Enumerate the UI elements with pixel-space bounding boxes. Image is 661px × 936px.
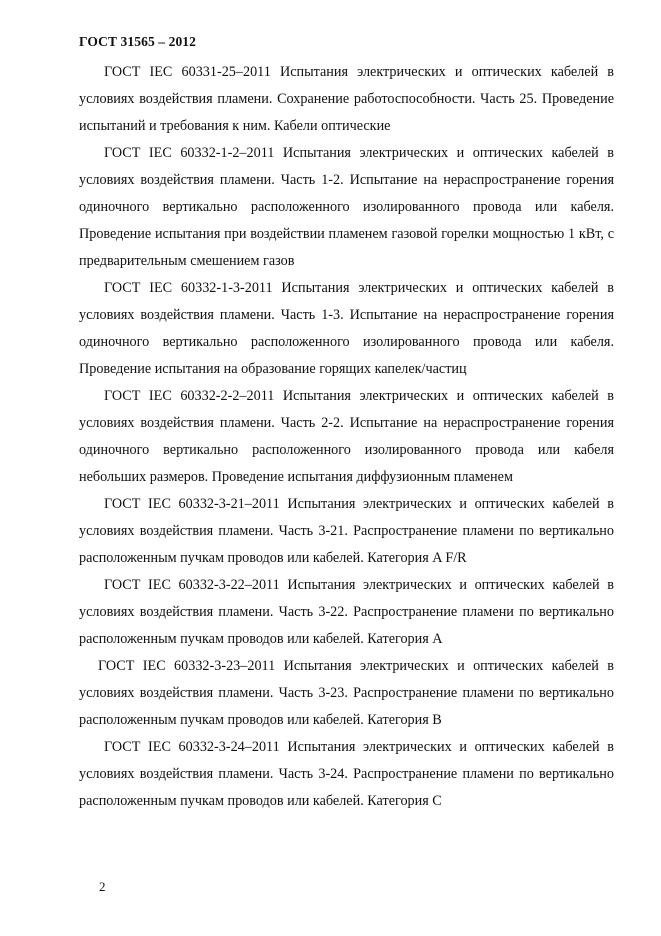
- reference-gost-iec-60332-1-2: ГОСТ IEC 60332-1-2–2011 Испытания электрических и оптических кабелей в условиях воздействия пламени. Часть 1-2. Испытание на нераспространение горения одиночного вертикально расположенного изолированного провода или кабеля. Проведение испытания при воздействии пламенем газовой горелки мощностью 1 кВт, с предварительным смешением газов: [79, 145, 614, 269]
- reference-gost-iec-60332-3-24: ГОСТ IEC 60332-3-24–2011 Испытания электрических и оптических кабелей в условиях воздействия пламени. Часть 3-24. Распространение пламени по вертикально расположенным пучкам проводов или кабелей. Категория C: [79, 739, 614, 809]
- page-number: 2: [99, 879, 106, 894]
- reference-gost-iec-60332-3-22: ГОСТ IEC 60332-3-22–2011 Испытания электрических и оптических кабелей в условиях воздействия пламени. Часть 3-22. Распространение пламени по вертикально расположенным пучкам проводов или кабелей. Категория A: [79, 577, 614, 647]
- reference-gost-iec-60331-25: ГОСТ IEC 60331-25–2011 Испытания электрических и оптических кабелей в условиях воздействия пламени. Сохранение работоспособности. Часть 25. Проведение испытаний и требования к ним. Кабели оптические: [79, 64, 614, 134]
- reference-gost-iec-60332-2-2: ГОСТ IEC 60332-2-2–2011 Испытания электрических и оптических кабелей в условиях воздействия пламени. Часть 2-2. Испытание на нераспространение горения одиночного вертикально расположенного изолированного провода или кабеля небольших размеров. Проведение испытания диффузионным пламенем: [79, 388, 614, 485]
- reference-gost-iec-60332-3-23: ГОСТ IEC 60332-3-23–2011 Испытания электрических и оптических кабелей в условиях воздействия пламени. Часть 3-23. Распространение пламени по вертикально расположенным пучкам проводов или кабелей. Категория B: [79, 658, 614, 728]
- reference-gost-iec-60332-1-3: ГОСТ IEC 60332-1-3-2011 Испытания электрических и оптических кабелей в условиях воздействия пламени. Часть 1-3. Испытание на нераспространение горения одиночного вертикально расположенного изолированного провода или кабеля. Проведение испытания на образование горящих капелек/частиц: [79, 280, 614, 377]
- reference-list: [79, 59, 614, 815]
- reference-gost-iec-60332-3-21: ГОСТ IEC 60332-3-21–2011 Испытания электрических и оптических кабелей в условиях воздействия пламени. Часть 3-21. Распространение пламени по вертикально расположенным пучкам проводов или кабелей. Категория A F/R: [79, 496, 614, 566]
- document-header: ГОСТ 31565 – 2012: [79, 34, 196, 49]
